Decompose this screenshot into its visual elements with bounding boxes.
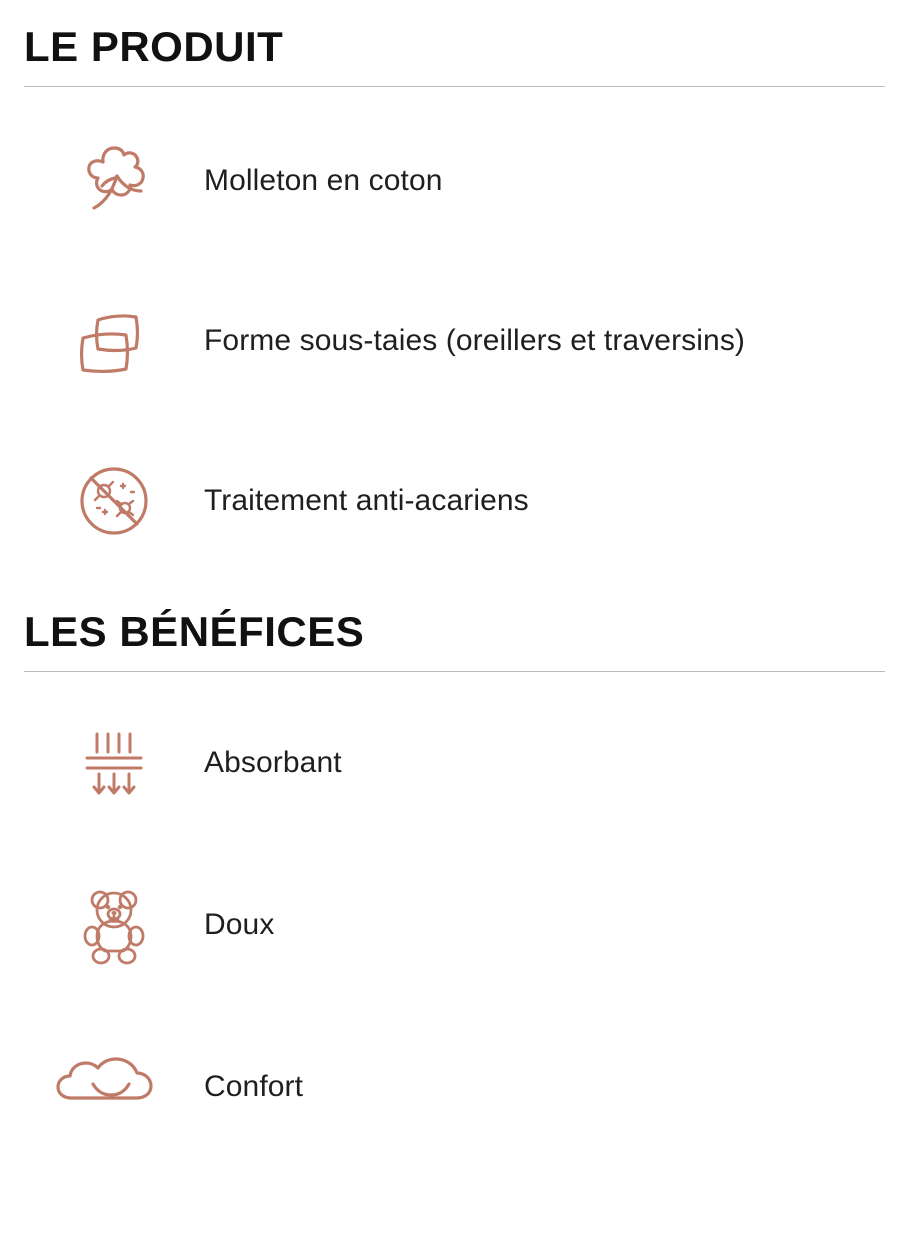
section-benefices <box>24 608 885 1168</box>
list-item <box>24 101 885 261</box>
pillow-shapes-icon <box>24 286 204 396</box>
feature-list-produit <box>24 101 885 581</box>
list-item-label: Forme sous-taies (oreillers et traversins) <box>204 324 746 357</box>
list-item <box>24 844 885 1006</box>
list-item-label: Absorbant <box>204 746 342 779</box>
cloud-smile-icon <box>24 1032 204 1142</box>
feature-list-benefices <box>24 682 885 1168</box>
list-item <box>24 261 885 421</box>
section-produit <box>24 0 885 581</box>
list-item <box>24 1006 885 1168</box>
section-divider-benefices <box>24 671 885 672</box>
list-item-label: Confort <box>204 1070 304 1103</box>
list-item-label: Doux <box>204 908 275 941</box>
page-title-benefices: LES BÉNÉFICES <box>24 608 365 655</box>
list-item-label: Traitement anti-acariens <box>204 484 529 517</box>
page-title-produit: LE PRODUIT <box>24 23 284 70</box>
absorbent-arrows-icon <box>24 708 204 818</box>
list-item <box>24 682 885 844</box>
teddy-bear-icon <box>24 870 204 980</box>
cotton-flower-icon <box>24 126 204 236</box>
list-item <box>24 421 885 581</box>
section-divider-produit <box>24 86 885 87</box>
anti-dust-mite-icon <box>24 446 204 556</box>
list-item-label: Molleton en coton <box>204 164 443 197</box>
